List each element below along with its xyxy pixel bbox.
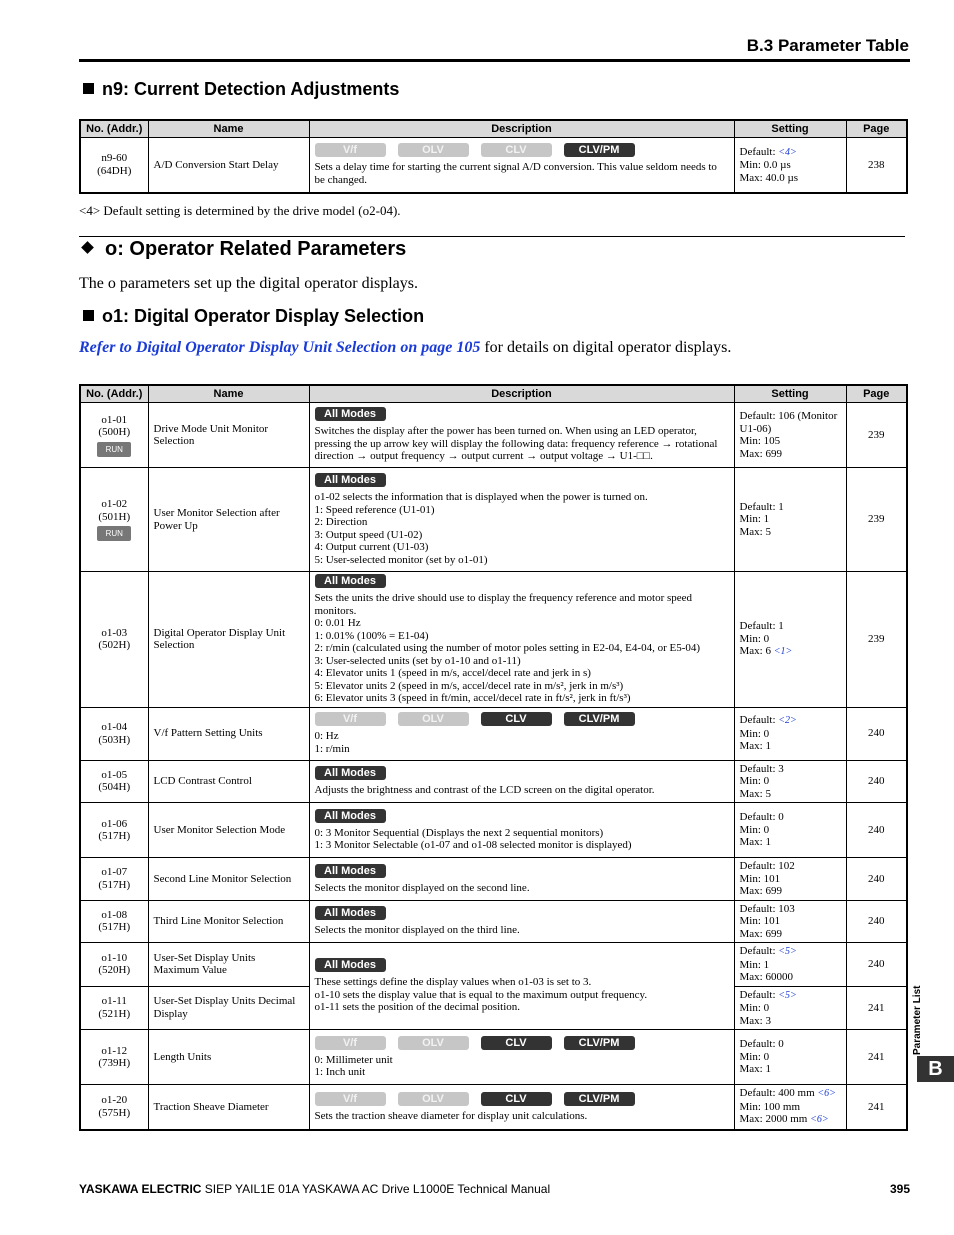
description-line: Sets the units the drive should use to display the frequency reference and motor speed monitors. <box>314 592 693 617</box>
param-page-cell: 240 <box>846 900 907 943</box>
param-setting-cell: Default: <5> Min: 1 Max: 60000 <box>734 943 846 987</box>
footnote-ref[interactable]: <6> <box>810 1114 829 1125</box>
footnote: <4> Default setting is determined by the drive model (o2-04). <box>79 203 401 218</box>
description-line: Selects the monitor displayed on the third line. <box>314 924 520 936</box>
description-line: 1: 3 Monitor Selectable (o1-07 and o1-08 selected monitor is displayed) <box>314 839 632 851</box>
all-modes-badge: All Modes <box>315 574 386 588</box>
mode-badge-olv: OLV <box>398 1036 469 1050</box>
param-name-cell: LCD Contrast Control <box>148 760 309 803</box>
footer-document-title: YASKAWA ELECTRIC SIEP YAIL1E 01A YASKAWA AC Drive L1000E Technical Manual <box>79 1182 551 1196</box>
description-line: These settings define the display values when o1-03 is set to 3. <box>314 976 592 989</box>
param-name-cell: Drive Mode Unit Monitor Selection <box>148 403 309 468</box>
param-name-cell: V/f Pattern Setting Units <box>148 707 309 760</box>
description-line: Switches the display after the power has been turned on. When using an LED operator, pressing the up arrow key will display the following data: frequency reference → rotational direction → output frequency → output current → output voltage → U1-□□. <box>314 425 718 463</box>
mode-badge-vf: V/f <box>315 712 386 726</box>
param-page-cell: 241 <box>846 986 907 1030</box>
control-mode-badges <box>315 1092 729 1107</box>
mode-badge-olv: OLV <box>398 712 469 726</box>
description-line: 0: 0.01 Hz <box>314 617 361 629</box>
side-tab-label: Parameter List <box>912 985 923 1055</box>
mode-badge-clv: CLV <box>481 712 552 726</box>
description-line: 6: Elevator units 3 (speed in ft/min, accel/decel rate in ft/s², jerk in ft/s³) <box>314 692 631 704</box>
o1-heading: o1: Digital Operator Display Selection <box>83 306 424 327</box>
table-row <box>80 138 907 193</box>
param-setting-cell: Default: 0 Min: 0 Max: 1 <box>734 1030 846 1085</box>
param-setting-cell: Default: <2> Min: 0 Max: 1 <box>734 707 846 760</box>
mode-badge-clv: CLV <box>481 1036 552 1050</box>
param-number-cell: o1-20 (575H) <box>80 1085 148 1130</box>
all-modes-badge: All Modes <box>315 864 386 878</box>
param-page-cell: 238 <box>846 138 907 193</box>
param-number-cell: o1-01 (500H) RUN <box>80 403 148 468</box>
intro-paragraph: The o parameters set up the digital operator displays. <box>79 275 419 292</box>
col-header-name: Name <box>148 385 309 403</box>
header-rule <box>79 59 910 62</box>
param-name-cell: User Monitor Selection after Power Up <box>148 468 309 572</box>
param-description-cell <box>309 760 734 803</box>
param-setting-cell: Default: <4> Min: 0.0 µs Max: 40.0 µs <box>734 138 846 193</box>
param-setting-cell: Default: 0 Min: 0 Max: 1 <box>734 803 846 858</box>
param-description-cell <box>309 707 734 760</box>
mode-badge-clvpm: CLV/PM <box>564 1092 635 1106</box>
col-header-description: Description <box>309 385 734 403</box>
n9-heading <box>83 79 399 100</box>
control-mode-badges <box>315 473 729 488</box>
description-line: 5: User-selected monitor (set by o1-01) <box>314 553 488 566</box>
control-mode-badges <box>315 712 729 727</box>
description-line: Sets the traction sheave diameter for display unit calculations. <box>314 1109 588 1122</box>
mode-badge-clv: CLV <box>481 1092 552 1106</box>
param-number-cell: o1-05 (504H) <box>80 760 148 803</box>
param-description-cell: V/f OLV CLV CLV/PM Sets a delay time for starting the current signal A/D conversion. This value seldom needs to be changed. <box>309 138 734 193</box>
section-header-title: B.3 Parameter Table <box>746 36 909 55</box>
param-page-cell: 240 <box>846 943 907 987</box>
param-setting-cell: Default: 400 mm <6> Min: 100 mm Max: 2000 mm <6> <box>734 1085 846 1130</box>
description-line: o1-02 selects the information that is displayed when the power is turned on. <box>314 491 648 503</box>
all-modes-badge: All Modes <box>315 407 386 421</box>
param-page-cell: 239 <box>846 403 907 468</box>
control-mode-badges <box>315 809 729 824</box>
param-name-cell: Digital Operator Display Unit Selection <box>148 572 309 708</box>
param-number-cell: o1-06 (517H) <box>80 803 148 858</box>
col-header-no: No. (Addr.) <box>80 120 148 138</box>
footnote-ref[interactable]: <5> <box>778 989 797 1001</box>
all-modes-badge: All Modes <box>315 906 386 920</box>
param-description-cell <box>309 1085 734 1130</box>
param-description-cell <box>309 900 734 943</box>
param-setting-cell: Default: 3 Min: 0 Max: 5 <box>734 760 846 803</box>
param-number-cell: o1-12 (739H) <box>80 1030 148 1085</box>
o1-parameter-table <box>79 384 908 1131</box>
description-line: 0: 3 Monitor Sequential (Displays the next 2 sequential monitors) <box>314 826 604 839</box>
table-row <box>80 403 907 468</box>
param-setting-cell: Default: 1 Min: 0 Max: 6 <1> <box>734 572 846 708</box>
param-name-cell: User-Set Display Units Maximum Value <box>148 943 309 987</box>
param-description-cell <box>309 403 734 468</box>
square-bullet-icon <box>83 310 94 321</box>
param-number-cell: o1-08 (517H) <box>80 900 148 943</box>
param-page-cell: 241 <box>846 1085 907 1130</box>
param-name-cell: Length Units <box>148 1030 309 1085</box>
control-mode-badges <box>315 574 729 589</box>
table-row <box>80 707 907 760</box>
table-row <box>80 900 907 943</box>
control-mode-badges <box>315 1036 729 1051</box>
param-page-cell: 241 <box>846 1030 907 1085</box>
description-line: 3: User-selected units (set by o1-10 and o1-11) <box>314 654 521 667</box>
param-setting-cell: Default: 106 (Monitor U1-06) Min: 105 Max: 699 <box>734 403 846 468</box>
description-line: 1: Inch unit <box>314 1066 366 1078</box>
table-row <box>80 858 907 901</box>
table-row <box>80 760 907 803</box>
table-row <box>80 572 907 708</box>
cross-reference-paragraph: Refer to Digital Operator Display Unit Selection on page 105 for details on digital operator displays. <box>79 339 732 356</box>
table-row <box>80 803 907 858</box>
description-line: 1: 0.01% (100% = E1-04) <box>314 629 429 642</box>
control-mode-badges <box>315 864 729 879</box>
description-line: o1-11 sets the position of the decimal position. <box>314 1001 521 1014</box>
mode-badge-olv: OLV <box>398 1092 469 1106</box>
table-row <box>80 1030 907 1085</box>
control-mode-badges <box>315 766 729 781</box>
description-line: Selects the monitor displayed on the second line. <box>314 881 530 894</box>
description-line: o1-10 sets the display value that is equal to the maximum output frequency. <box>314 988 648 1001</box>
param-setting-cell: Default: 102 Min: 101 Max: 699 <box>734 858 846 901</box>
description-line: Adjusts the brightness and contrast of the LCD screen on the digital operator. <box>314 784 655 796</box>
param-page-cell: 239 <box>846 572 907 708</box>
param-name-cell: Traction Sheave Diameter <box>148 1085 309 1130</box>
n9-parameter-table <box>79 119 908 194</box>
description-line: 2: Direction <box>314 516 368 528</box>
control-mode-badges <box>315 958 729 973</box>
col-header-name: Name <box>148 120 309 138</box>
mode-badge-vf: V/f <box>315 143 386 157</box>
square-bullet-icon <box>83 83 94 94</box>
param-number-cell: o1-10 (520H) <box>80 943 148 987</box>
param-number-cell: o1-07 (517H) <box>80 858 148 901</box>
mode-badge-clvpm: CLV/PM <box>564 1036 635 1050</box>
param-description-cell <box>309 572 734 708</box>
mode-badge-olv: OLV <box>398 143 469 157</box>
param-number-cell: n9-60 (64DH) <box>80 138 148 193</box>
description-line: 5: Elevator units 2 (speed in m/s, accel/decel rate in m/s², jerk in m/s³) <box>314 679 624 692</box>
col-header-setting: Setting <box>734 120 846 138</box>
footnote-ref[interactable]: <1> <box>773 646 793 657</box>
param-page-cell: 240 <box>846 707 907 760</box>
param-description-cell <box>309 803 734 858</box>
param-name-cell: User Monitor Selection Mode <box>148 803 309 858</box>
param-setting-cell: Default: <5> Min: 0 Max: 3 <box>734 986 846 1030</box>
all-modes-badge: All Modes <box>315 766 386 780</box>
all-modes-badge: All Modes <box>315 958 386 972</box>
table-row <box>80 1085 907 1130</box>
param-number-cell: o1-11 (521H) <box>80 986 148 1030</box>
description-line: 1: r/min <box>314 742 350 755</box>
param-number-cell: o1-02 (501H) RUN <box>80 468 148 572</box>
param-description-cell <box>309 1030 734 1085</box>
description-line: 0: Hz <box>314 730 339 742</box>
mode-badge-clvpm: CLV/PM <box>564 143 635 157</box>
control-mode-badges <box>315 906 729 921</box>
param-name-cell: Third Line Monitor Selection <box>148 900 309 943</box>
description-line: 4: Elevator units 1 (speed in m/s, accel/decel rate and jerk in s) <box>314 667 591 679</box>
footnote-ref[interactable]: <4> <box>778 146 797 158</box>
param-page-cell: 240 <box>846 803 907 858</box>
col-header-description: Description <box>309 120 734 138</box>
footnote-ref[interactable]: <2> <box>778 715 797 727</box>
param-name-cell: A/D Conversion Start Delay <box>148 138 309 193</box>
mode-badge-vf: V/f <box>315 1036 386 1050</box>
description-line: 3: Output speed (U1-02) <box>314 528 423 541</box>
control-mode-badges <box>315 407 729 422</box>
all-modes-badge: All Modes <box>315 473 386 487</box>
all-modes-badge: All Modes <box>315 809 386 823</box>
param-number-cell: o1-03 (502H) <box>80 572 148 708</box>
description-line: 0: Millimeter unit <box>314 1053 393 1066</box>
mode-badge-clv: CLV <box>481 143 552 157</box>
col-header-page: Page <box>846 385 907 403</box>
description-line: 2: r/min (calculated using the number of motor poles setting in E2-04, E4-04, or E5-04) <box>314 642 701 654</box>
description-line: 1: Speed reference (U1-01) <box>314 503 435 516</box>
col-header-no: No. (Addr.) <box>80 385 148 403</box>
mode-badge-clvpm: CLV/PM <box>564 712 635 726</box>
table-row <box>80 468 907 572</box>
param-page-cell: 240 <box>846 760 907 803</box>
chapter-heading: o: Operator Related Parameters <box>83 238 406 261</box>
param-name-cell: Second Line Monitor Selection <box>148 858 309 901</box>
param-setting-cell: Default: 103 Min: 101 Max: 699 <box>734 900 846 943</box>
footnote-ref[interactable]: <6> <box>817 1088 836 1099</box>
col-header-page: Page <box>846 120 907 138</box>
col-header-setting: Setting <box>734 385 846 403</box>
footer-page-number: 395 <box>889 1182 910 1196</box>
mode-badge-vf: V/f <box>315 1092 386 1106</box>
param-page-cell: 239 <box>846 468 907 572</box>
param-setting-cell: Default: 1 Min: 1 Max: 5 <box>734 468 846 572</box>
side-tab-letter[interactable]: B <box>917 1056 954 1082</box>
param-number-cell: o1-04 (503H) <box>80 707 148 760</box>
param-description-cell <box>309 468 734 572</box>
cross-reference-link[interactable]: Refer to Digital Operator Display Unit Selection on page 105 <box>79 339 481 356</box>
chapter-rule <box>79 236 905 237</box>
diamond-bullet-icon <box>81 241 94 254</box>
description-line: 4: Output current (U1-03) <box>314 541 429 553</box>
run-change-icon: RUN <box>97 526 131 541</box>
control-mode-badges <box>315 143 729 158</box>
table-row <box>80 943 907 987</box>
footnote-ref[interactable]: <5> <box>778 946 797 957</box>
param-description-cell <box>309 858 734 901</box>
param-name-cell: User-Set Display Units Decimal Display <box>148 986 309 1030</box>
param-description-cell <box>309 943 734 1030</box>
param-page-cell: 240 <box>846 858 907 901</box>
run-change-icon: RUN <box>97 442 131 457</box>
n9-heading-text: n9: Current Detection Adjustments <box>102 79 400 99</box>
